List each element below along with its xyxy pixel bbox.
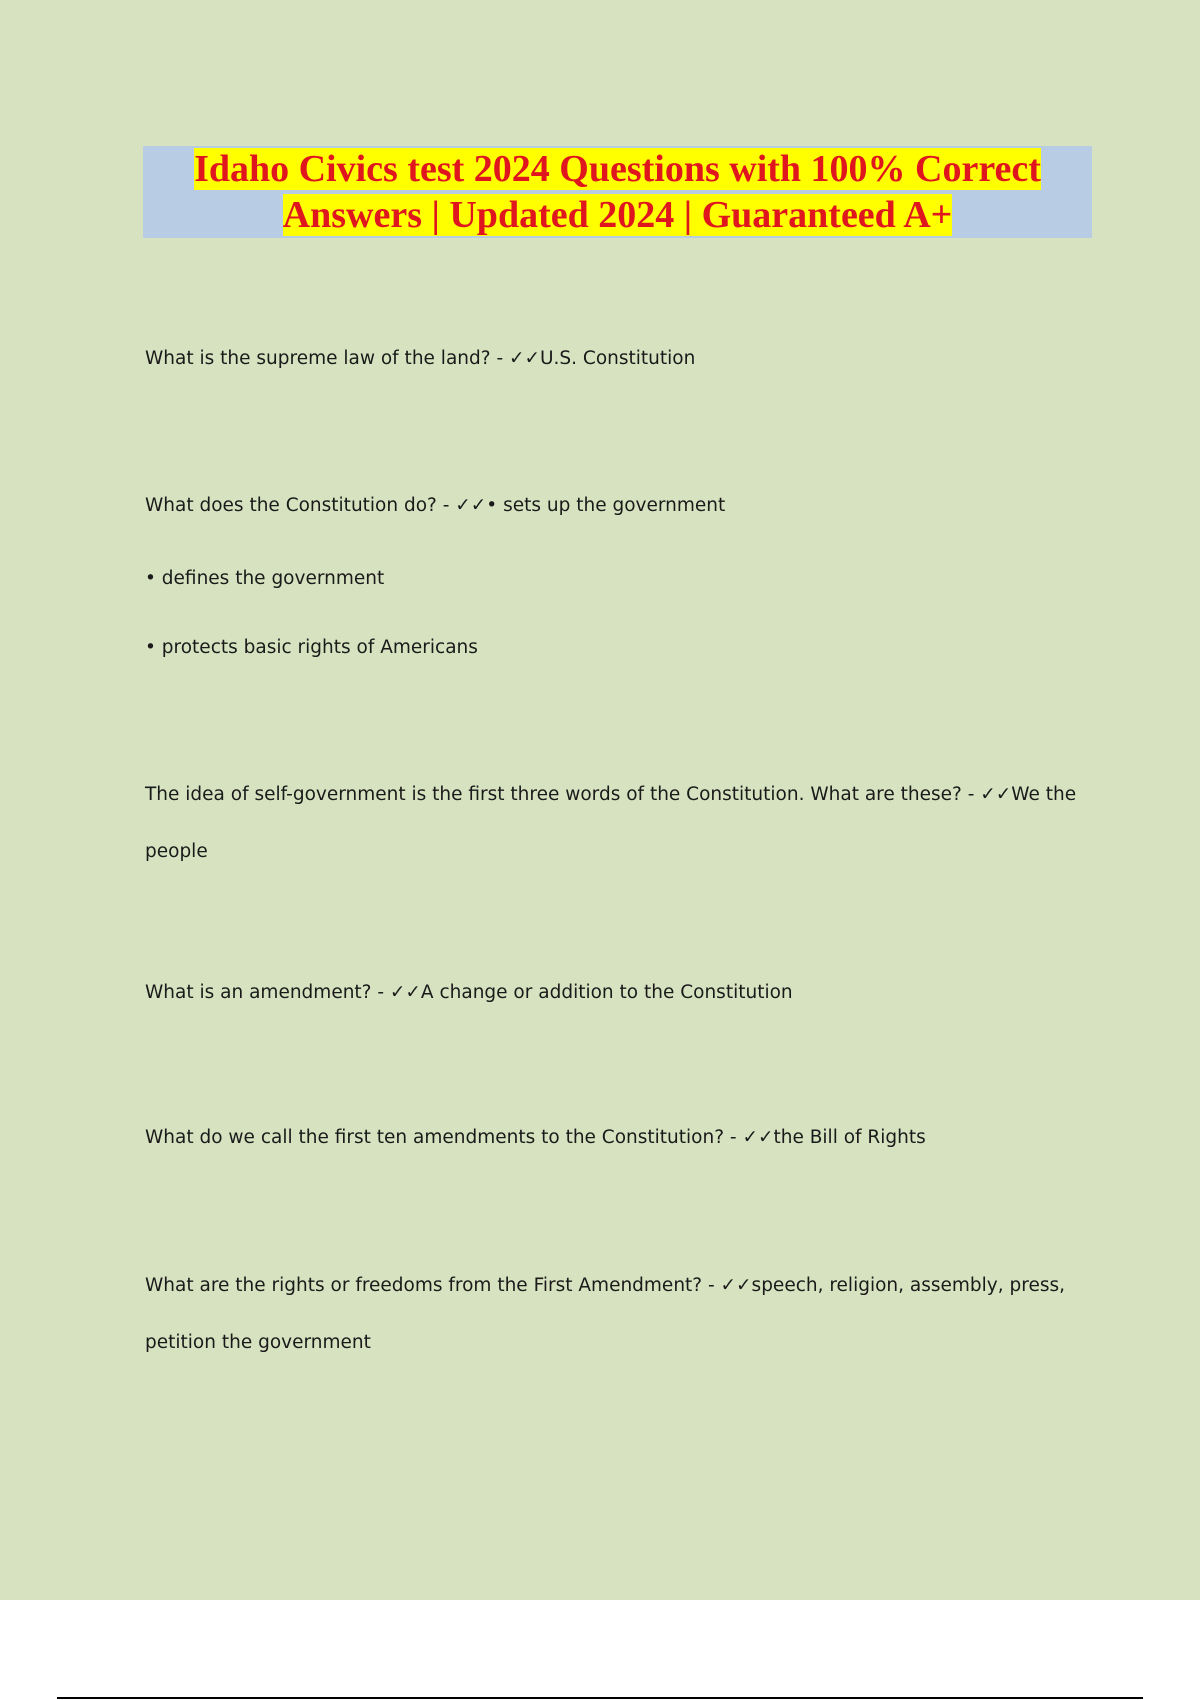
qa-constitution-do: What does the Constitution do? - ✓✓• sets up the government — [145, 495, 726, 516]
qa-self-government: The idea of self-government is the first three words of the Constitution. What are these? - ✓✓We the people — [145, 784, 1077, 862]
title-line-1: Idaho Civics test 2024 Questions with 100% Correct — [194, 148, 1041, 190]
qa-bill-of-rights: What do we call the first ten amendments to the Constitution? - ✓✓the Bill of Rights — [145, 1127, 926, 1148]
document-title — [143, 146, 1092, 238]
qa-amendment: What is an amendment? - ✓✓A change or addition to the Constitution — [145, 982, 793, 1003]
qa-bullet-protects: • protects basic rights of Americans — [145, 637, 478, 658]
qa-first-amendment: What are the rights or freedoms from the First Amendment? - ✓✓speech, religion, assembly, press, petition the government — [145, 1275, 1065, 1353]
qa-bullet-defines: • defines the government — [145, 568, 385, 589]
qa-supreme-law: What is the supreme law of the land? - ✓✓U.S. Constitution — [145, 348, 696, 369]
title-line-2: Answers | Updated 2024 | Guaranteed A+ — [282, 194, 953, 236]
footer-divider — [57, 1697, 1143, 1699]
